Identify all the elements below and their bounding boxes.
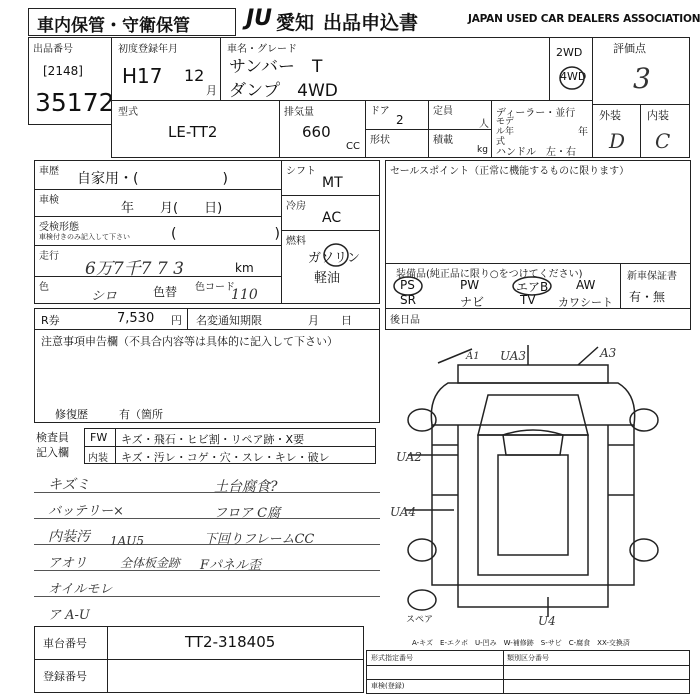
damage-legend: A-キズ E-エクボ U-凹み W-補修跡 S-サビ C-腐食 XX-交換済 xyxy=(412,639,630,647)
storage-label: 車内保管・守衛保管 xyxy=(37,16,190,36)
color-label: 色 xyxy=(39,282,49,293)
displacement-value: 660 xyxy=(302,123,331,141)
equipment-navi: ナビ xyxy=(460,295,485,309)
handle-label: ハンドル xyxy=(496,147,536,158)
handwritten-note: 1AU5 xyxy=(110,534,145,548)
color-code-value: 110 xyxy=(231,287,258,303)
reg-divider xyxy=(107,660,108,692)
handwritten-note: 全体板金跡 xyxy=(120,556,181,570)
damage-mark: U4 xyxy=(538,614,556,628)
interior-check-label: 内装 xyxy=(88,453,108,464)
capacity-box xyxy=(428,100,492,130)
warranty-value: 有・無 xyxy=(629,290,666,304)
model-box xyxy=(220,37,550,101)
handwritten-note: 土台腐食? xyxy=(214,479,278,495)
damage-mark: UA2 xyxy=(396,450,423,464)
color-change-label: 色替 xyxy=(153,285,178,299)
fw-items: キズ・飛石・ヒビ割・リペア跡・X要 xyxy=(121,433,305,446)
drive-2wd: 2WD xyxy=(556,46,583,59)
model-year-unit: 年 xyxy=(578,127,588,138)
registration-number-label: 登録番号 xyxy=(43,670,87,683)
chassis-label: 車台番号 xyxy=(43,637,87,650)
mileage-row xyxy=(34,245,282,277)
handle-value: 左・右 xyxy=(546,147,576,158)
ac-box xyxy=(281,195,380,231)
handwritten-note: バッテリー× xyxy=(48,504,124,519)
handwritten-note: キズミ xyxy=(48,477,90,493)
inspector-grid xyxy=(84,428,376,464)
equipment-ps: PS xyxy=(400,278,415,292)
type-box xyxy=(111,100,280,158)
equipment-pw: PW xyxy=(460,278,480,292)
fuel-label: 燃料 xyxy=(286,236,306,247)
registration-check-label: 車検(登録) xyxy=(371,682,405,690)
shape-box xyxy=(365,129,429,158)
equipment-ps-circle-mark xyxy=(392,275,426,297)
mileage-value: 6万7千7 7 3 xyxy=(85,259,184,279)
equipment-airbag-circle-mark xyxy=(510,275,554,297)
equipment-leather-seat: カワシート xyxy=(558,296,613,309)
inspector-col-divider xyxy=(115,429,116,463)
equipment-airbag: エアB xyxy=(516,280,549,294)
post-date-box xyxy=(385,308,691,330)
rating-label: 評価点 xyxy=(613,42,646,55)
recycle-unit: 円 xyxy=(171,314,182,327)
ac-value: AC xyxy=(322,210,342,226)
doors-value: 2 xyxy=(396,113,404,127)
sales-point-label: セールスポイント（正常に機能するものに限ります） xyxy=(390,166,630,177)
inspection-label: 車検 xyxy=(39,195,59,206)
dealer-label: ディーラー・並行 xyxy=(496,108,576,119)
drive-4wd: 4WD xyxy=(560,70,587,83)
deadline-label: 名変通知期限 xyxy=(196,314,262,327)
damage-mark: A1 xyxy=(466,351,480,362)
damage-mark: A3 xyxy=(600,346,617,360)
notes-box xyxy=(34,329,380,423)
interior-box xyxy=(640,104,690,158)
fw-label: FW xyxy=(90,431,108,444)
storage-box xyxy=(28,8,236,36)
model-name: サンバー T xyxy=(229,57,323,77)
footer-col-divider xyxy=(503,651,504,693)
category-number-label: 類別区分番号 xyxy=(507,654,549,662)
equipment-tv: TV xyxy=(520,293,536,307)
handwritten-note: オイルモレ xyxy=(48,582,113,597)
displacement-unit: CC xyxy=(346,141,360,152)
inspection-value: 年 月( 日) xyxy=(121,201,223,216)
warranty-box xyxy=(620,263,691,309)
history-label: 車歴 xyxy=(39,166,59,177)
capacity-label: 定員 xyxy=(433,106,453,117)
post-date-label: 後日品 xyxy=(390,315,420,326)
registration-month-unit: 月 xyxy=(206,84,217,97)
handwritten-note: 下回りフレームCC xyxy=(204,532,315,547)
interior-label: 内装 xyxy=(647,109,669,122)
acceptance-value: ( ) xyxy=(171,226,280,242)
handwritten-note: ア A-U xyxy=(48,608,90,623)
warranty-label: 新車保証書 xyxy=(627,271,677,282)
inspector-entry-label: 記入欄 xyxy=(36,446,69,459)
shift-box xyxy=(281,160,380,196)
exterior-label: 外装 xyxy=(599,109,621,122)
form-title: 出品申込書 xyxy=(323,12,419,34)
ac-label: 冷房 xyxy=(286,201,306,212)
chassis-number: TT2-318405 xyxy=(185,633,276,651)
listing-number: 35172 xyxy=(35,88,115,117)
fuel-gasoline: ガソリン xyxy=(308,251,361,266)
listing-sub-number: [2148] xyxy=(43,64,83,78)
type-label: 型式 xyxy=(118,107,138,118)
footer-box xyxy=(366,650,690,694)
recycle-label: R券 xyxy=(41,314,60,327)
handwriting-area xyxy=(34,466,380,624)
exterior-value: D xyxy=(609,129,626,153)
repair-history-value: 有（箇所 xyxy=(119,408,163,421)
inspector-label: 検査員 xyxy=(36,431,69,444)
equipment-aw: AW xyxy=(576,278,596,292)
handwritten-note: Fパネル歪 xyxy=(200,558,262,573)
damage-mark: UA4 xyxy=(390,505,417,519)
displacement-box xyxy=(279,100,366,158)
color-row xyxy=(34,276,282,304)
drive-box xyxy=(549,37,593,101)
registration-number-row xyxy=(34,659,364,693)
loading-unit: kg xyxy=(477,145,488,155)
history-row xyxy=(34,160,282,190)
sales-point-box xyxy=(385,160,691,264)
inspector-labels xyxy=(36,430,69,460)
doors-label: ドア xyxy=(370,106,390,117)
registration-label: 初度登録年月 xyxy=(118,44,178,55)
vehicle-damage-diagram xyxy=(388,335,688,635)
shape-label: 形状 xyxy=(370,135,390,146)
deadline-value: 月 日 xyxy=(308,314,352,327)
fuel-diesel: 軽油 xyxy=(314,271,341,286)
ju-logo: JU xyxy=(246,6,273,31)
shift-label: シフト xyxy=(286,166,316,177)
loading-label: 積載 xyxy=(433,135,453,146)
registration-year: H17 xyxy=(122,64,163,88)
deadline-box xyxy=(187,308,380,330)
type-value: LE-TT2 xyxy=(168,123,218,141)
capacity-unit: 人 xyxy=(479,119,489,130)
history-value: 自家用・( ) xyxy=(77,171,228,187)
model-label: 車名・グレード xyxy=(227,44,297,55)
repair-history-label: 修復歴 xyxy=(55,408,88,421)
handwritten-note: フロア C腐 xyxy=(214,506,281,521)
recycle-box xyxy=(34,308,188,330)
doors-box xyxy=(365,100,429,130)
equipment-box xyxy=(385,263,621,309)
inspection-row xyxy=(34,189,282,217)
interior-check-items: キズ・汚レ・コゲ・穴・スレ・キレ・破レ xyxy=(121,451,330,464)
model-grade: ダンプ 4WD xyxy=(229,81,338,101)
interior-value: C xyxy=(655,129,671,153)
handwritten-note: アオリ xyxy=(48,556,87,571)
registration-box xyxy=(111,37,221,101)
exterior-box xyxy=(592,104,641,158)
color-value: シロ xyxy=(91,289,118,304)
chassis-divider xyxy=(107,627,108,659)
registration-month: 12 xyxy=(184,66,205,85)
rating-score: 3 xyxy=(633,62,651,95)
form-designation-label: 形式指定番号 xyxy=(371,654,413,662)
rating-box xyxy=(592,37,690,105)
listing-box xyxy=(28,37,115,125)
footer-divider xyxy=(367,679,689,680)
region-label: 愛知 xyxy=(276,12,315,34)
notes-label: 注意事項申告欄（不具合内容等は具体的に記入して下さい） xyxy=(41,335,338,348)
color-code-label: 色コード xyxy=(195,282,235,293)
shift-value: MT xyxy=(322,175,343,191)
displacement-label: 排気量 xyxy=(284,107,314,118)
association-name: JAPAN USED CAR DEALERS ASSOCIATION xyxy=(468,13,700,25)
model-year-label: モデル年式 xyxy=(496,117,515,147)
loading-box xyxy=(428,129,492,158)
fuel-circle-mark xyxy=(318,241,358,269)
chassis-row xyxy=(34,626,364,660)
listing-label: 出品番号 xyxy=(33,44,73,55)
acceptance-row xyxy=(34,216,282,246)
handwritten-note: 内装汚 xyxy=(48,529,90,545)
equipment-sr: SR xyxy=(400,293,416,307)
spare-label: スペア xyxy=(406,615,434,625)
acceptance-label: 受検形態 xyxy=(39,222,79,233)
acceptance-note: 車検付きのみ記入して下さい xyxy=(39,233,130,241)
damage-mark: UA3 xyxy=(500,349,527,363)
mileage-unit: km xyxy=(235,261,254,275)
recycle-amount: 7,530 xyxy=(117,311,155,326)
mileage-label: 走行 xyxy=(39,251,59,262)
fuel-box xyxy=(281,230,380,304)
dealer-box xyxy=(491,100,593,158)
equipment-label: 装備品(純正品に限り○をつけてください) xyxy=(396,269,583,280)
footer-divider xyxy=(367,665,689,666)
drive-circle-mark xyxy=(552,64,592,94)
